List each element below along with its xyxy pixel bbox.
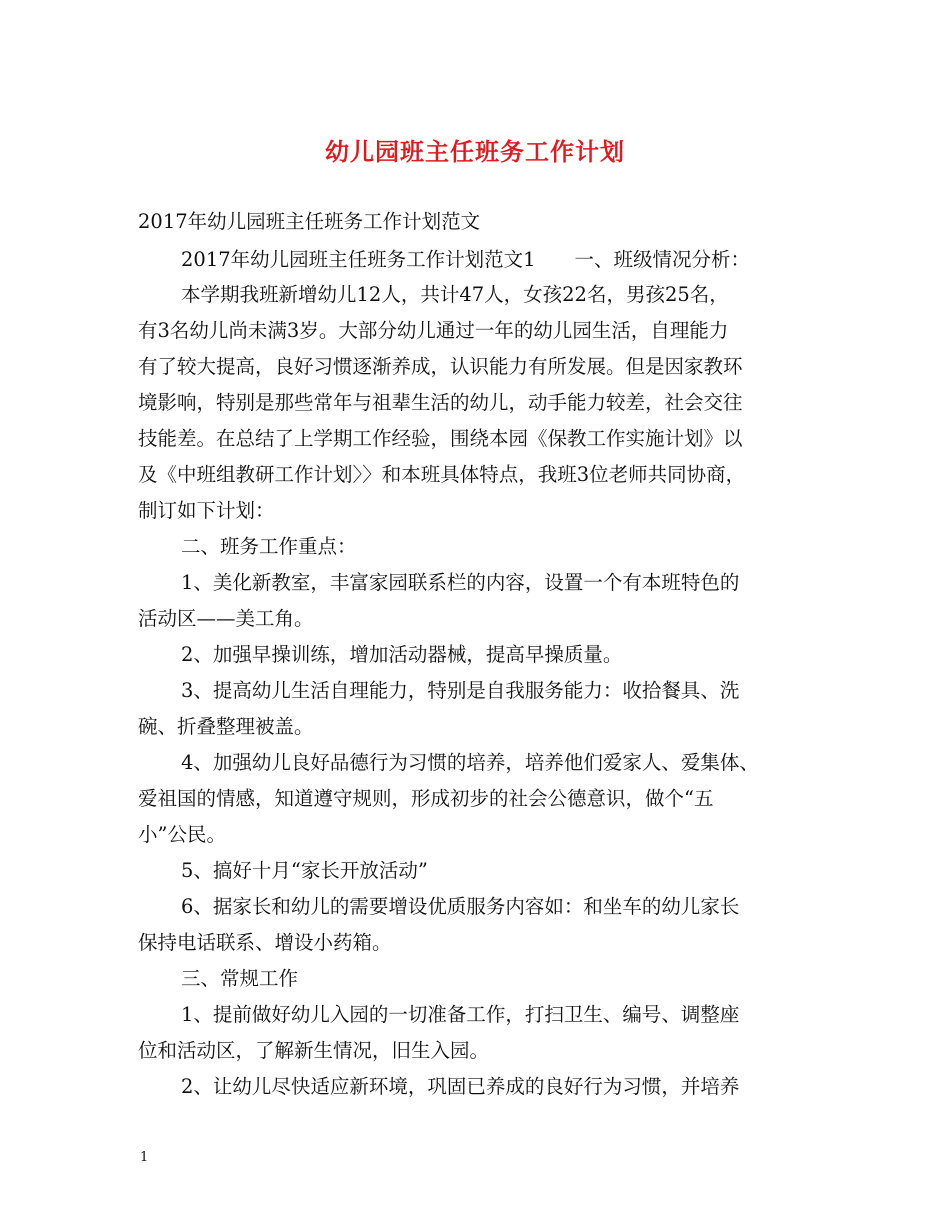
- text-line: 2、让幼儿尽快适应新环境，巩固已养成的良好行为习惯，并培养: [181, 1075, 740, 1098]
- text-line: 2017年幼儿园班主任班务工作计划范文1 一、班级情况分析：: [181, 248, 751, 271]
- text-line: 保持电话联系、增设小药箱。: [138, 931, 392, 954]
- text-line: 活动区——美工角。: [138, 607, 314, 630]
- text-line: 本学期我班新增幼儿12人，共计47人，女孩22名，男孩25名，: [181, 283, 729, 306]
- text-line: 及《中班组教研工作计划〉〉和本班具体特点，我班3位老师共同协商，: [138, 463, 746, 486]
- text-line: 位和活动区，了解新生情况，旧生入园。: [138, 1039, 490, 1062]
- text-line: 3、提高幼儿生活自理能力，特别是自我服务能力：收拾餐具、洗: [181, 679, 740, 702]
- text-line: 技能差。在总结了上学期工作经验，围绕本园《保教工作实施计划》以: [138, 427, 743, 450]
- text-line: 有了较大提高，良好习惯逐渐养成，认识能力有所发展。但是因家教环: [138, 355, 743, 378]
- text-line: 爱祖国的情感，知道遵守规则，形成初步的社会公德意识，做个“五: [138, 787, 714, 810]
- text-line: 2、加强早操训练，增加活动器械，提高早操质量。: [181, 643, 623, 666]
- page-number: 1: [140, 1150, 149, 1165]
- text-line: 1、提前做好幼儿入园的一切准备工作，打扫卫生、编号、调整座: [181, 1003, 740, 1026]
- text-line: 境影响，特别是那些常年与祖辈生活的幼儿，动手能力较差，社会交往: [138, 391, 743, 414]
- text-line: 2017年幼儿园班主任班务工作计划范文: [138, 210, 481, 233]
- document-title: 幼儿园班主任班务工作计划: [325, 137, 625, 166]
- text-line: 5、搞好十月“家长开放活动”: [181, 859, 428, 882]
- text-line: 6、据家长和幼儿的需要增设优质服务内容如：和坐车的幼儿家长: [181, 895, 740, 918]
- text-line: 小”公民。: [138, 823, 226, 846]
- section-heading: 二、班务工作重点：: [181, 535, 357, 558]
- text-line: 4、加强幼儿良好品德行为习惯的培养，培养他们爱家人、爱集体、: [181, 751, 759, 774]
- section-heading: 三、常规工作: [181, 967, 299, 990]
- text-line: 制订如下计划：: [138, 499, 275, 522]
- text-line: 1、美化新教室，丰富家园联系栏的内容，设置一个有本班特色的: [181, 571, 740, 594]
- text-line: 碗、折叠整理被盖。: [138, 715, 314, 738]
- text-line: 有3名幼儿尚未满3岁。大部分幼儿通过一年的幼儿园生活，自理能力: [138, 319, 729, 342]
